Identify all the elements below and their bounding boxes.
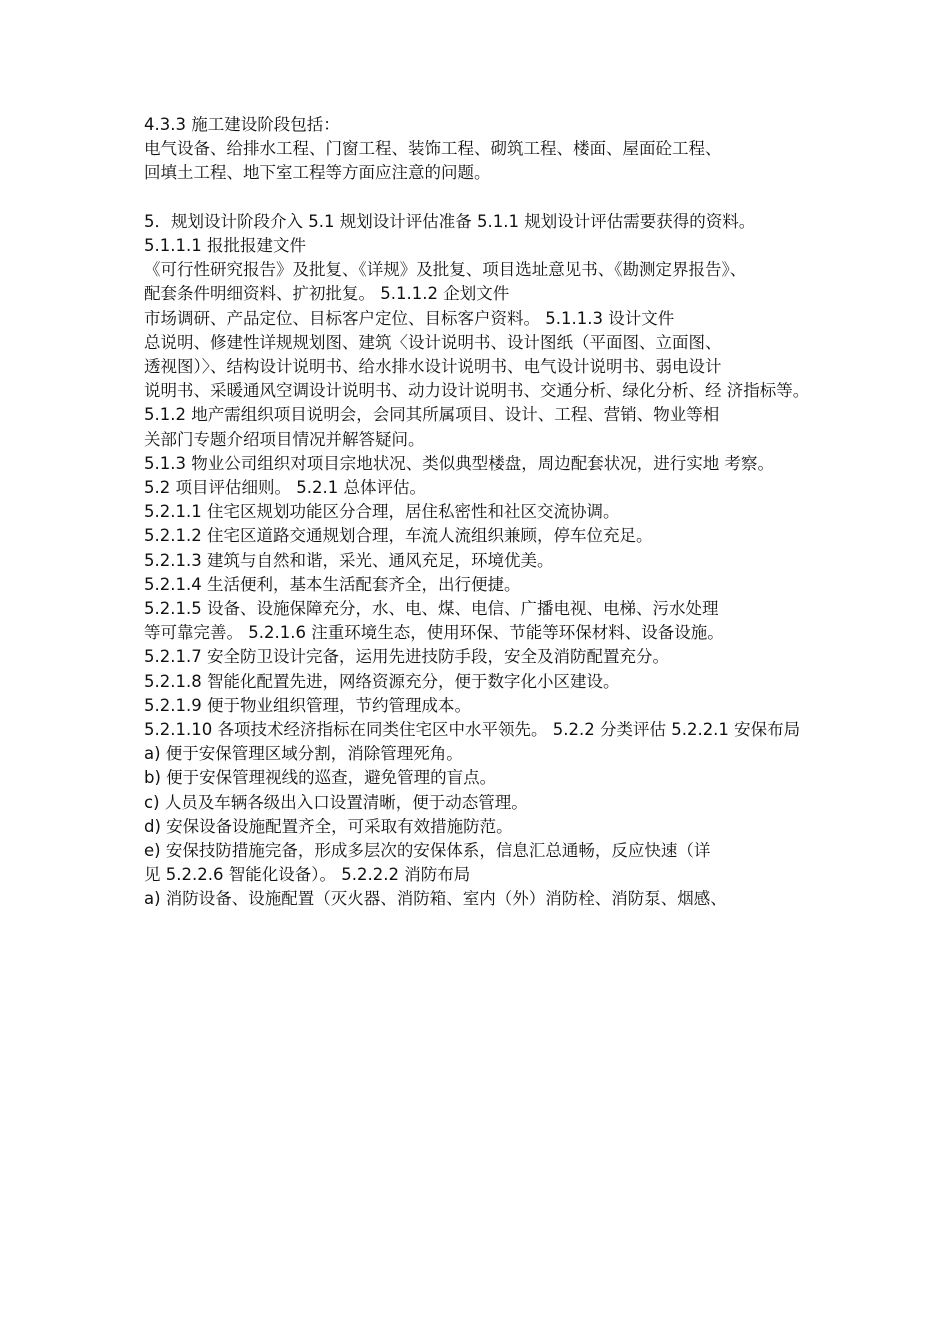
document-page — [144, 113, 810, 912]
section-heading: 5.1.1.3 设计文件 — [545, 308, 675, 328]
list-item: b) 便于安保管理视线的巡查，避免管理的盲点。 — [144, 768, 497, 788]
section-heading: 5.2.2.1 安保布局 — [671, 720, 801, 740]
text-line: 4.3.3 施工建设阶段包括： — [144, 115, 340, 134]
text-line: 济指标等。 — [726, 381, 810, 401]
list-item: 5.2.1.3 建筑与自然和谐，采光、通风充足，环境优美。 — [144, 550, 554, 570]
section-heading: 5.1 规划设计评估准备 — [308, 211, 472, 231]
section-heading: 5.1.1.1 报批报建文件 — [144, 235, 306, 255]
blank-line — [144, 186, 810, 210]
text-line: 关部门专题介绍项目情况并解答疑问。 — [144, 429, 425, 449]
list-item: 5.2.1.8 智能化配置先进，网络资源充分，便于数字化小区建设。 — [144, 671, 620, 691]
list-item: a) 消防设备、设施配置（灭火器、消防箱、室内（外）消防栓、消防泵、烟感、 — [144, 889, 727, 909]
list-item: 5.2.1.7 安全防卫设计完备，运用先进技防手段，安全及消防配置充分。 — [144, 647, 669, 667]
text-line: 说明书、采暖通风空调设计说明书、动力设计说明书、交通分析、绿化分析、经 — [144, 381, 722, 401]
text-line: 见 5.2.2.6 智能化设备）。 — [144, 865, 336, 885]
section-heading: 5.2 项目评估细则。 — [144, 478, 291, 498]
section-heading: 5．规划设计阶段介入 — [144, 211, 303, 231]
text-line: 考察。 — [724, 453, 774, 473]
list-item: d) 安保设备设施配置齐全，可采取有效措施防范。 — [144, 816, 513, 836]
section-heading: 5.2.1 总体评估。 — [296, 478, 426, 498]
list-item: 5.2.1.5 设备、设施保障充分，水、电、煤、电信、广播电视、电梯、污水处理 — [144, 599, 719, 619]
section-heading: 5.2.2 分类评估 — [552, 720, 666, 740]
list-item: 5.2.1.2 住宅区道路交通规划合理，车流人流组织兼顾，停车位充足。 — [144, 526, 653, 546]
text-line-content: 电气设备、给排水工程、门窗工程、装饰工程、砌筑工程、楼面、屋面砼工程、 — [144, 139, 722, 159]
list-item: 5.2.1.4 生活便利，基本生活配套齐全，出行便捷。 — [144, 574, 521, 594]
list-item: a) 便于安保管理区域分割，消除管理死角。 — [144, 744, 463, 764]
text-line: 透视图）〉、结构设计说明书、给水排水设计说明书、电气设计说明书、弱电设计 — [144, 357, 722, 376]
text-line: 回填土工程、地下室工程等方面应注意的问题。 — [144, 163, 491, 183]
section-heading: 5.1.1.2 企划文件 — [380, 284, 510, 304]
list-item: 5.2.1.10 各项技术经济指标在同类住宅区中水平领先。 — [144, 720, 548, 740]
section-heading: 5.1.1 规划设计评估需要获得的资料。 — [477, 211, 756, 231]
text-line: 5.1.3 物业公司组织对项目宗地状况、类似典型楼盘，周边配套状况，进行实地 — [144, 453, 720, 473]
text-line — [144, 137, 810, 161]
text-line: 市场调研、产品定位、目标客户定位、目标客户资料。 — [144, 308, 540, 328]
text-line: 等可靠完善。 — [144, 623, 243, 643]
list-item: e) 安保技防措施完备，形成多层次的安保体系，信息汇总通畅，反应快速（详 — [144, 841, 711, 861]
text-line: 配套条件明细资料、扩初批复。 — [144, 284, 375, 304]
list-item: 5.2.1.6 注重环境生态，使用环保、节能等环保材料、设备设施。 — [248, 623, 724, 643]
section-heading: 5.2.2.2 消防布局 — [341, 865, 471, 885]
list-item: c) 人员及车辆各级出入口设置清晰，便于动态管理。 — [144, 792, 528, 812]
text-line: 5.1.2 地产需组织项目说明会，会同其所属项目、设计、工程、营销、物业等相 — [144, 405, 720, 425]
text-line: 《可行性研究报告》及批复、《详规》及批复、项目选址意见书、《勘测定界报告》、 — [144, 260, 747, 280]
list-item: 5.2.1.9 便于物业组织管理，节约管理成本。 — [144, 695, 471, 715]
list-item: 5.2.1.1 住宅区规划功能区分合理，居住私密性和社区交流协调。 — [144, 502, 620, 522]
text-line: 总说明、修建性详规规划图、建筑〈设计说明书、设计图纸（平面图、立面图、 — [144, 332, 722, 352]
